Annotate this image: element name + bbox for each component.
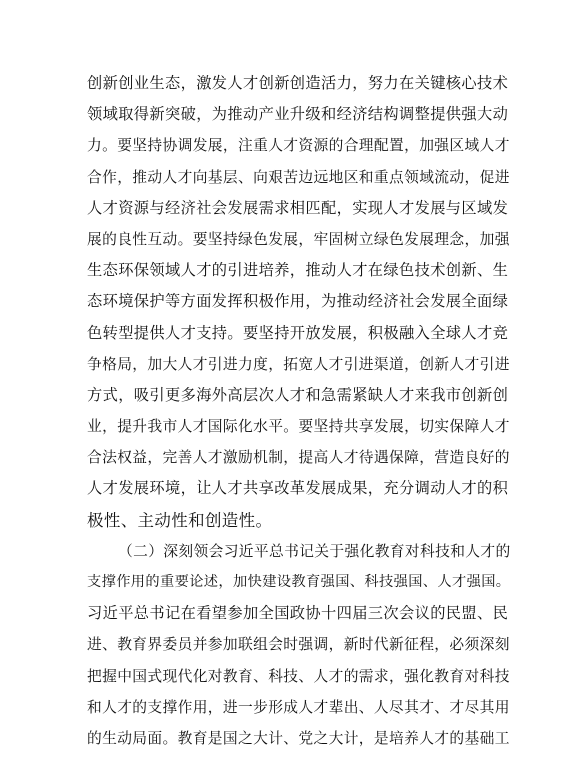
body-text bbox=[87, 68, 511, 754]
text-line: 人才资源与经济社会发展需求相匹配，实现人才发展与区域发 bbox=[87, 198, 509, 217]
text-line: 色转型提供人才支持。要坚持开放发展，积极融入全球人才竞 bbox=[87, 323, 509, 342]
text-line: 领域取得新突破，为推动产业升级和经济结构调整提供强大动 bbox=[87, 105, 509, 124]
text-line: 极性、主动性和创造性。 bbox=[87, 510, 273, 530]
text-line: 的生动局面。教育是国之大计、党之大计，是培养人才的基础工 bbox=[87, 729, 510, 747]
text-line: 进、教育界委员并参加联组会时强调，新时代新征程，必须深刻 bbox=[87, 636, 510, 654]
text-line: 合法权益，完善人才激励机制，提高人才待遇保障，营造良好的 bbox=[87, 449, 510, 467]
text-line: 人才发展环境，让人才共享改革发展成果，充分调动人才的积 bbox=[87, 479, 509, 498]
text-line: 生态环保领域人才的引进培养，推动人才在绿色技术创新、生 bbox=[87, 261, 509, 280]
text-line: 习近平总书记在看望参加全国政协十四届三次会议的民盟、民 bbox=[87, 604, 509, 623]
text-line: 力。要坚持协调发展，注重人才资源的合理配置，加强区域人才 bbox=[87, 137, 510, 155]
text-line: 创新创业生态，激发人才创新创造活力，努力在关键核心技术 bbox=[87, 74, 509, 92]
text-line: 方式，吸引更多海外高层次人才和急需紧缺人才来我市创新创 bbox=[87, 385, 509, 404]
text-line: 把握中国式现代化对教育、科技、人才的需求，强化教育对科技 bbox=[87, 667, 510, 685]
text-line: 展的良性互动。要坚持绿色发展，牢固树立绿色发展理念，加强 bbox=[87, 230, 510, 248]
text-line: 业，提升我市人才国际化水平。要坚持共享发展，切实保障人才 bbox=[87, 418, 510, 436]
text-line: 合作，推动人才向基层、向艰苦边远地区和重点领域流动，促进 bbox=[87, 168, 510, 186]
text-line: 态环境保护等方面发挥积极作用，为推动经济社会发展全面绿 bbox=[87, 292, 509, 311]
text-line: 和人才的支撑作用，进一步形成人才辈出、人尽其才、才尽其用 bbox=[87, 698, 510, 716]
text-line: 争格局，加大人才引进力度，拓宽人才引进渠道，创新人才引进 bbox=[87, 355, 510, 373]
section-heading-line: （二）深刻领会习近平总书记关于强化教育对科技和人才的 bbox=[118, 542, 511, 560]
text-line: 支撑作用的重要论述，加快建设教育强国、科技强国、人才强国。 bbox=[87, 574, 511, 590]
